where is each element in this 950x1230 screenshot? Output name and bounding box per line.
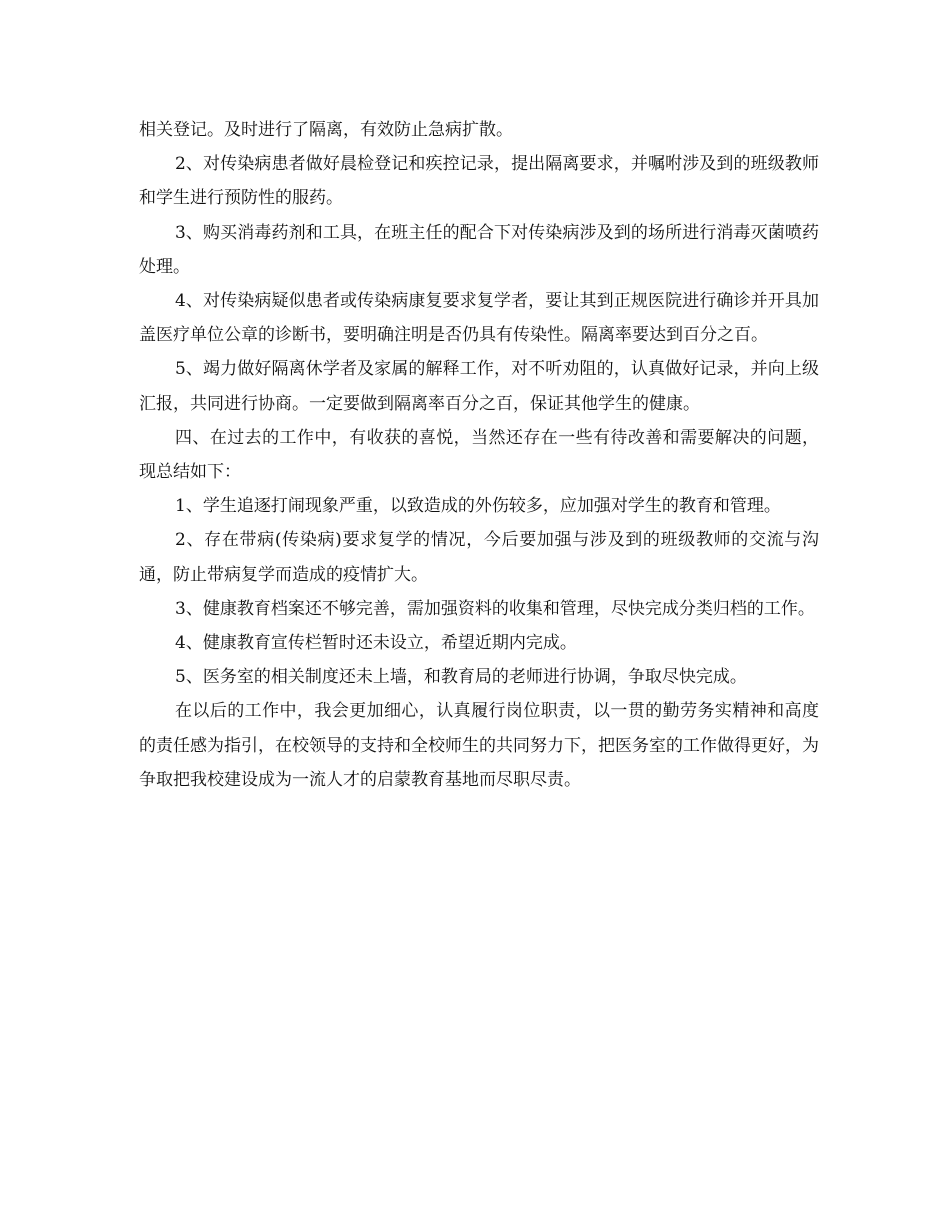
problem-item-1: 1、学生追逐打闹现象严重，以致造成的外伤较多，应加强对学生的教育和管理。 xyxy=(175,496,781,517)
paragraph-item-2: 2、对传染病患者做好晨检登记和疾控记录，提出隔离要求，并嘱咐涉及到的班级教师和学生进行预防性的服药。 xyxy=(139,154,819,209)
document-body xyxy=(139,113,819,797)
problem-item-3: 3、健康教育档案还不够完善，需加强资料的收集和管理，尽快完成分类归档的工作。 xyxy=(175,598,815,619)
paragraph-item-5: 5、竭力做好隔离休学者及家属的解释工作，对不听劝阻的，认真做好记录，并向上级汇报，共同进行协商。一定要做到隔离率百分之百，保证其他学生的健康。 xyxy=(139,359,819,414)
paragraph-continuation: 相关登记。及时进行了隔离，有效防止急病扩散。 xyxy=(139,120,513,140)
problem-item-4: 4、健康教育宣传栏暂时还未设立，希望近期内完成。 xyxy=(175,633,577,654)
problem-item-2: 2、存在带病(传染病)要求复学的情况，今后要加强与涉及到的班级教师的交流与沟通，防止带病复学而造成的疫情扩大。 xyxy=(139,530,819,585)
closing-paragraph: 在以后的工作中，我会更加细心，认真履行岗位职责，以一贯的勤劳务实精神和高度的责任感为指引，在校领导的支持和全校师生的共同努力下，把医务室的工作做得更好，为争取把我校建设成为一流人才的启蒙教育基地而尽职尽责。 xyxy=(139,701,819,790)
paragraph-item-3: 3、购买消毒药剂和工具，在班主任的配合下对传染病涉及到的场所进行消毒灭菌喷药处理。 xyxy=(139,222,819,277)
problem-item-5: 5、医务室的相关制度还未上墙，和教育局的老师进行协调，争取尽快完成。 xyxy=(175,667,747,688)
section-four-heading-paragraph: 四、在过去的工作中，有收获的喜悦，当然还存在一些有待改善和需要解决的问题，现总结如下： xyxy=(139,427,819,483)
paragraph-item-4: 4、对传染病疑似患者或传染病康复要求复学者，要让其到正规医院进行确诊并开具加盖医疗单位公章的诊断书，要明确注明是否仍具有传染性。隔离率要达到百分之百。 xyxy=(139,291,819,346)
